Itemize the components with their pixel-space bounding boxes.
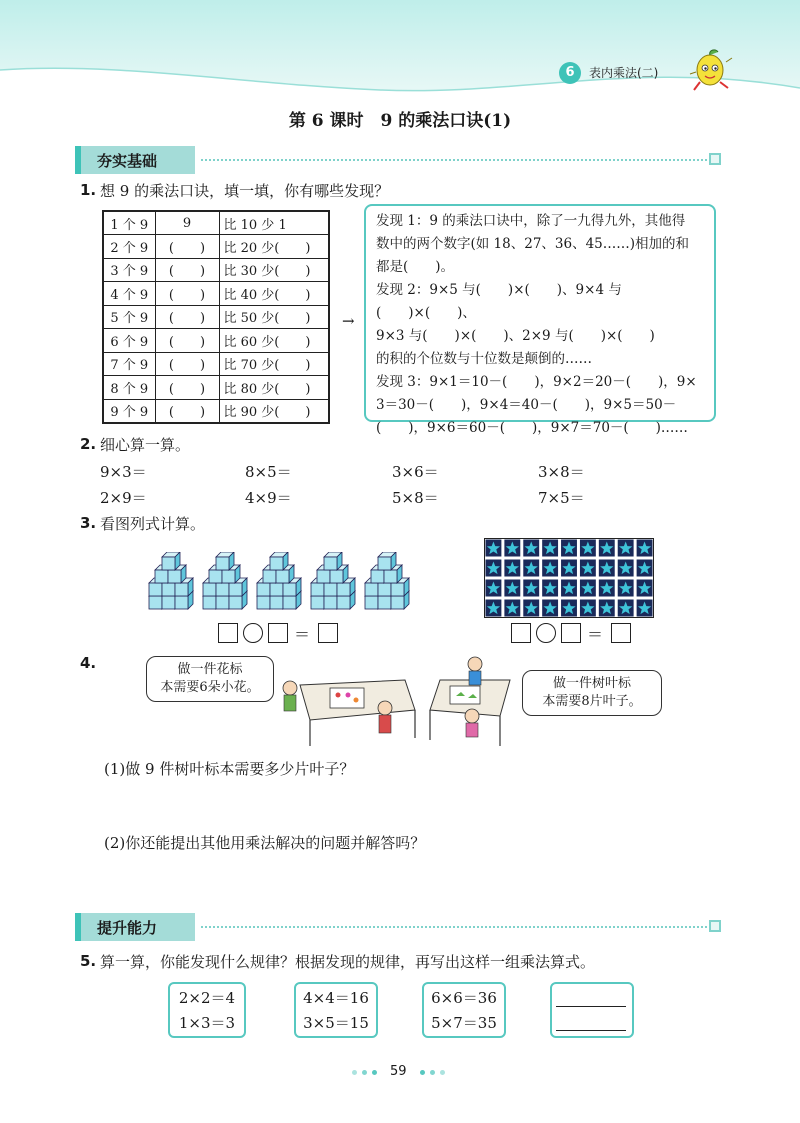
speech-bubble-right [522,670,662,716]
cube [378,552,396,570]
banner-square-icon [709,153,721,165]
table-cell-comparison[interactable]: 比 30 少( ) [219,258,329,282]
question-number: 5. [80,952,97,970]
question-number: 1. [80,181,97,199]
equals-sign: ＝ [587,625,604,644]
question-text: 看图列式计算。 [100,515,206,533]
section-label: 夯实基础 [97,152,158,170]
cube [216,552,234,570]
table-row [103,211,329,235]
rule-expression: 4×4＝16 [303,989,369,1007]
table-cell-comparison[interactable]: 比 60 少( ) [219,329,329,353]
table-cell-product[interactable]: ( ) [155,376,219,400]
finding-line: 都是( )。 [376,259,455,275]
calc-item: 3×8＝ [538,463,585,481]
rule-group-box [422,982,506,1038]
finding-line: 的积的个位数与十位数是颠倒的…… [376,351,592,367]
rule-expression: 3×5＝15 [303,1014,369,1032]
operator-circle[interactable] [243,623,263,643]
multiplication-table [102,210,330,424]
finding-line: 发现 2：9×5 与( )×( )、9×4 与( )×( )、 [376,282,622,321]
table-cell-count[interactable]: 3 个 9 [103,258,155,282]
cube-group [365,552,409,609]
table-row [103,282,329,306]
answer-box[interactable] [511,623,531,643]
chapter-title: 表内乘法(二) [589,66,659,80]
cube-group [203,552,247,609]
calc-item: 9×3＝ [100,463,147,481]
question-text: 想 9 的乘法口诀，填一填，你有哪些发现？ [100,182,390,200]
operator-circle[interactable] [536,623,556,643]
cube-groups-figure [145,552,415,614]
calc-item: 2×9＝ [100,489,147,507]
section-tag [75,146,195,174]
table-cell-product[interactable]: ( ) [155,258,219,282]
lesson-title: 第 6 课时 9 的乘法口诀(1) [288,111,512,131]
section-label: 提升能力 [97,919,158,937]
star-grid-figure [484,538,654,618]
cube [324,552,342,570]
banner-square-icon [709,920,721,932]
answer-blank-line[interactable] [556,1030,626,1031]
sub-question-2: (2)你还能提出其他用乘法解决的问题并解答吗？ [104,834,426,852]
calc-item: 3×6＝ [392,463,439,481]
rule-group-box [168,982,246,1038]
page-dot [440,1070,445,1075]
rule-group-box [294,982,378,1038]
answer-blank-line[interactable] [556,1006,626,1007]
sub-question-1: (1)做 9 件树叶标本需要多少片叶子？ [104,760,355,778]
calc-item: 7×5＝ [538,489,585,507]
table-row [103,305,329,329]
equals-sign: ＝ [294,625,311,644]
question-text: 算一算，你能发现什么规律？根据发现的规律，再写出这样一组乘法算式。 [100,953,596,971]
finding-line: 发现 3：9×1＝10－( )，9×2＝20－( )，9× [376,374,697,390]
table-cell-count[interactable]: 7 个 9 [103,352,155,376]
rule-expression: 2×2＝4 [178,989,236,1007]
page-dot [420,1070,425,1075]
rule-expression: 6×6＝36 [431,989,497,1007]
section-banner-advanced [75,913,725,941]
table-cell-product[interactable]: ( ) [155,235,219,259]
page-dot [352,1070,357,1075]
answer-box[interactable] [218,623,238,643]
table-row [103,258,329,282]
page-number: 59 [390,1064,407,1079]
cube-group [257,552,301,609]
table-cell-count[interactable]: 4 个 9 [103,282,155,306]
calc-item: 8×5＝ [245,463,292,481]
question-number: 2. [80,435,97,453]
table-cell-comparison[interactable]: 比 70 少( ) [219,352,329,376]
dotted-divider [201,159,707,161]
cube [162,552,180,570]
table-cell-comparison[interactable]: 比 90 少( ) [219,399,329,423]
answer-box[interactable] [611,623,631,643]
rule-expression: 1×3＝3 [178,1014,236,1032]
table-cell-product[interactable]: ( ) [155,329,219,353]
cube-group [149,552,193,609]
answer-box[interactable] [561,623,581,643]
question-text: 细心算一算。 [100,436,191,454]
bubble-line: 本需要8片叶子。 [542,694,642,709]
table-cell-comparison: 比 10 少 1 [219,211,329,235]
table-cell-product: 9 [155,211,219,235]
table-cell-comparison[interactable]: 比 80 少( ) [219,376,329,400]
page-dot [430,1070,435,1075]
bubble-line: 做一件树叶标 [552,676,631,691]
arrow-icon: → [342,312,355,330]
table-row [103,329,329,353]
question-number: 3. [80,514,97,532]
table-cell-product[interactable]: ( ) [155,282,219,306]
equation-template-right [511,623,641,645]
table-cell-product[interactable]: ( ) [155,305,219,329]
findings-box [364,204,716,436]
section-banner-basic [75,146,725,174]
finding-line: 9×3 与( )×( )、2×9 与( )×( ) [376,328,655,344]
calc-item: 5×8＝ [392,489,439,507]
table-cell-count[interactable]: 6 个 9 [103,329,155,353]
table-row [103,235,329,259]
rule-expression: 5×7＝35 [431,1014,497,1032]
cube-group [311,552,355,609]
equation-template-left [218,623,348,645]
cube [270,552,288,570]
chapter-number-badge: 6 [559,62,581,84]
table-cell-product[interactable]: ( ) [155,352,219,376]
table-row [103,376,329,400]
table-cell-product[interactable]: ( ) [155,399,219,423]
table-cell-comparison[interactable]: 比 50 少( ) [219,305,329,329]
table-cell-comparison[interactable]: 比 20 少( ) [219,235,329,259]
header-wave-background [0,0,800,105]
table-cell-count[interactable]: 8 个 9 [103,376,155,400]
page-dot [362,1070,367,1075]
table-row [103,399,329,423]
finding-line: 3＝30－( )，9×4＝40－( )，9×5＝50－ [376,397,677,413]
table-row [103,352,329,376]
calc-item: 4×9＝ [245,489,292,507]
finding-line: 发现 1：9 的乘法口诀中，除了一九得九外，其他得 [376,213,686,229]
speech-bubble-left [146,656,274,702]
section-tag [75,913,195,941]
answer-box[interactable] [268,623,288,643]
table-cell-count[interactable]: 5 个 9 [103,305,155,329]
table-cell-count: 1 个 9 [103,211,155,235]
question-number: 4. [80,654,97,672]
bubble-line: 做一件花标 [177,662,243,677]
table-cell-count[interactable]: 2 个 9 [103,235,155,259]
finding-line: 数中的两个数字(如 18、27、36、45……)相加的和 [376,236,690,252]
dotted-divider [201,926,707,928]
lemon-mascot-icon [686,48,734,94]
table-cell-comparison[interactable]: 比 40 少( ) [219,282,329,306]
answer-box[interactable] [318,623,338,643]
finding-line: ( )，9×6＝60－( )，9×7＝70－( )…… [376,420,688,436]
bubble-line: 本需要6朵小花。 [160,680,260,695]
page-dot [372,1070,377,1075]
table-cell-count[interactable]: 9 个 9 [103,399,155,423]
